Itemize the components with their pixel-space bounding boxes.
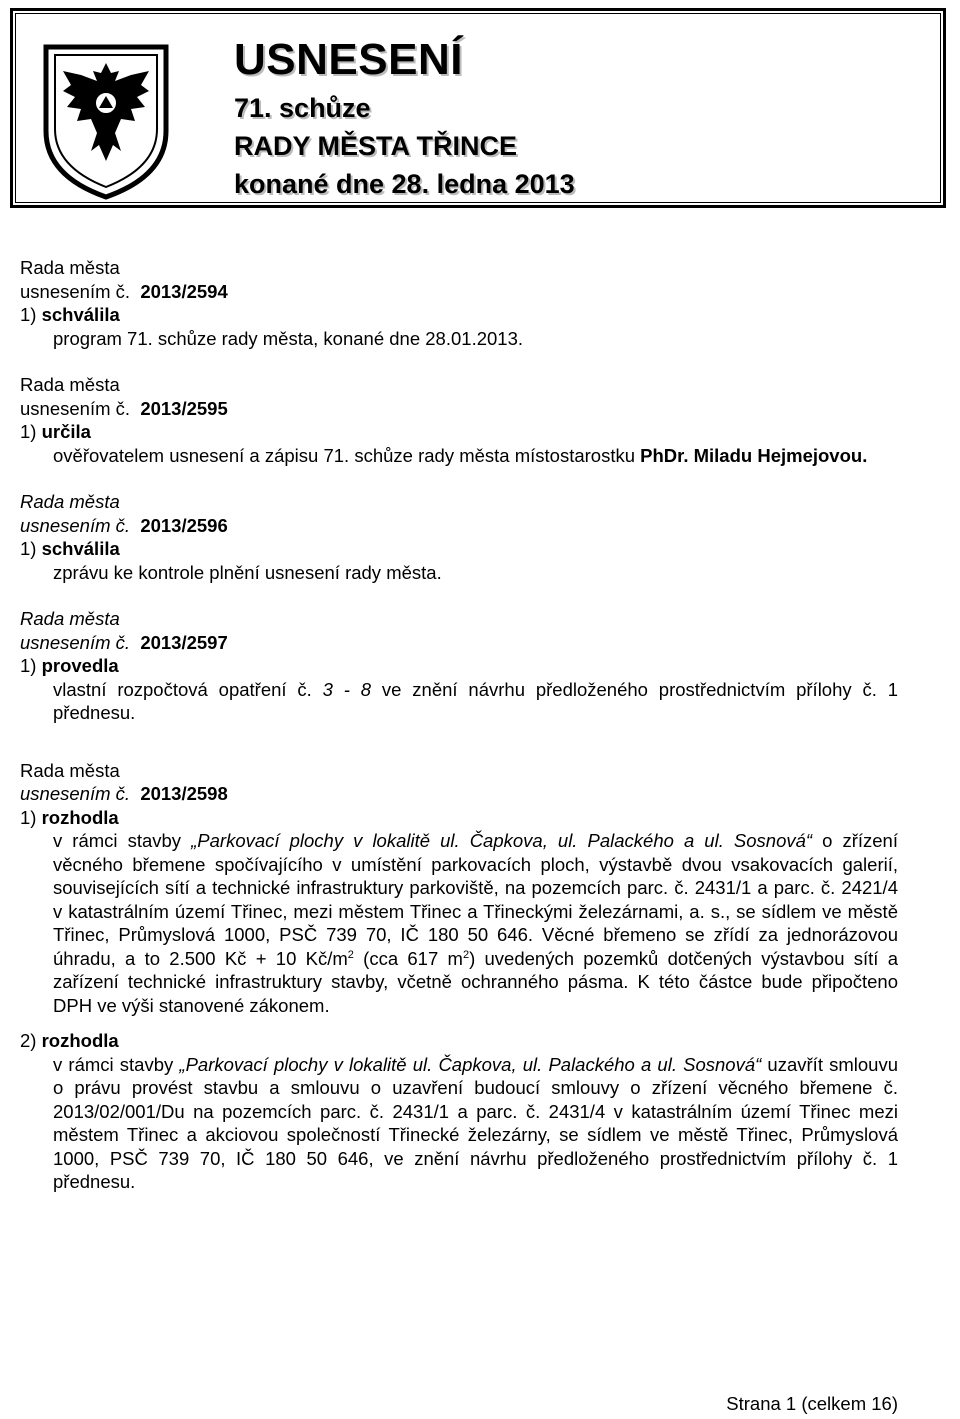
resolution-body: Rada města	[20, 491, 120, 512]
item-heading	[20, 537, 898, 561]
resolution-2597	[20, 607, 898, 725]
item-text-main: o zřízení věcného břemene spočívajícího v umístění parkovacích ploch, výstavbě dvou vsakovacích galerií, souvisejících sítí a technické infrastruktury parkoviště, na pozemcích parc. č. 2431/1 a parc. č. 2421/4 v katastrálním území Třinec, mezi městem Třinec a Třineckými železárnami, a. s., se sídlem ve městě Třinec, Průmyslová 1000, PSČ 739 70, IČ 180 50 646. Věcné břemeno se zřídí za jednorázovou úhradu, a to 2.500 Kč + 10 Kč/m	[53, 830, 898, 969]
resolution-2594	[20, 256, 898, 350]
item-number: 1)	[20, 538, 37, 559]
item-verb: rozhodla	[41, 806, 119, 828]
item-heading	[20, 303, 898, 327]
item-text	[20, 829, 898, 1017]
resolution-2595	[20, 373, 898, 467]
item-verb: určila	[41, 421, 91, 442]
item-number: 1)	[20, 655, 37, 676]
resolution-2598	[20, 759, 898, 1194]
item-verb: rozhodla	[41, 1030, 119, 1051]
item-text-intro: v rámci stavby	[53, 1053, 180, 1075]
resolution-label: usnesením č.	[20, 631, 131, 653]
resolution-label: usnesením č.	[20, 280, 131, 302]
item-text-rest: ) uvedených pozemků dotčených výstavbou sítí a zařízení technické infrastruktury stavby, včetně ochranného pásma. K této částce bude připočteno DPH ve výši stanovené zákonem.	[53, 947, 898, 1016]
resolution-body: Rada města	[20, 759, 120, 781]
superscript: 2	[462, 948, 470, 961]
meeting-date: konané dne 28. ledna 2013	[234, 169, 575, 199]
council-name: RADY MĚSTA TŘINCE	[234, 131, 518, 161]
meeting-number: 71. schůze	[234, 93, 371, 123]
item-heading	[20, 1029, 898, 1053]
item-verb: schválila	[41, 304, 120, 325]
resolution-label: usnesením č.	[20, 514, 131, 536]
resolution-label: usnesením č.	[20, 783, 131, 804]
resolution-number-line	[20, 782, 898, 806]
item-text-intro: v rámci stavby	[53, 830, 192, 851]
item-text-person: PhDr. Miladu Hejmejovou.	[640, 444, 868, 466]
item-number: 1)	[20, 806, 37, 828]
item-text	[20, 678, 898, 725]
resolution-number-line	[20, 397, 898, 421]
item-text	[20, 1053, 898, 1194]
item-text-project: „Parkovací plochy v lokalitě ul. Čapkova, ul. Palackého a ul. Sosnová“	[191, 830, 813, 851]
header-box	[10, 8, 946, 208]
item-text-main: uzavřít smlouvu o právu provést stavbu a smlouvu o uzavření budoucí smlouvy o zřízení věcného břemene č. 2013/02/001/Du na pozemcích parc. č. 2431/1 a parc. č. 2431/4 v katastrálním území Třinec mezi městem Třinec a akciovou společností Třinecké železárny, se sídlem ve městě Třinec, Průmyslová 1000, PSČ 739 70, IČ 180 50 646, ve znění návrhu předloženého prostřednictvím přílohy č. 1 přednesu.	[53, 1053, 898, 1192]
resolution-body: Rada města	[20, 374, 120, 395]
item-heading	[20, 654, 898, 678]
item-text: zprávu ke kontrole plnění usnesení rady města.	[53, 561, 442, 583]
item-number: 2)	[20, 1030, 37, 1051]
item-text-area: (cca 617 m	[353, 947, 463, 969]
item-text-main: vlastní rozpočtová opatření č.	[53, 678, 323, 700]
item-text-rest: ve znění návrhu předloženého prostřednictvím přílohy č. 1 přednesu.	[53, 678, 899, 723]
item-heading	[20, 420, 898, 444]
superscript: 2	[347, 948, 354, 961]
item-text	[20, 444, 898, 468]
resolution-number-line	[20, 280, 898, 304]
resolution-number: 2013/2595	[140, 397, 228, 419]
resolution-number: 2013/2594	[140, 280, 228, 302]
item-text: program 71. schůze rady města, konané dne 28.01.2013.	[53, 327, 523, 349]
resolution-body: Rada města	[20, 257, 120, 278]
resolution-label: usnesením č.	[20, 397, 131, 419]
resolutions-list	[20, 256, 898, 1217]
resolution-number: 2013/2598	[140, 783, 228, 804]
item-heading	[20, 806, 898, 830]
item-number: 1)	[20, 421, 37, 442]
item-text-project: „Parkovací plochy v lokalitě ul. Čapkova, ul. Palackého a ul. Sosnová“	[179, 1053, 762, 1075]
item-text-main: ověřovatelem usnesení a zápisu 71. schůze rady města místostarostku	[53, 444, 641, 466]
resolution-number: 2013/2597	[140, 631, 228, 653]
item-number: 1)	[20, 304, 37, 325]
item-verb: schválila	[41, 538, 120, 559]
document-title: USNESENÍ	[234, 35, 463, 84]
resolution-number-line	[20, 631, 898, 655]
resolution-body: Rada města	[20, 608, 120, 629]
resolution-number: 2013/2596	[140, 514, 228, 536]
page-number: Strana 1 (celkem 16)	[726, 1393, 898, 1414]
item-text-range: 3 - 8	[322, 678, 372, 700]
resolution-number-line	[20, 514, 898, 538]
city-crest-icon	[41, 41, 171, 201]
resolution-2596	[20, 490, 898, 584]
item-verb: provedla	[41, 655, 119, 676]
